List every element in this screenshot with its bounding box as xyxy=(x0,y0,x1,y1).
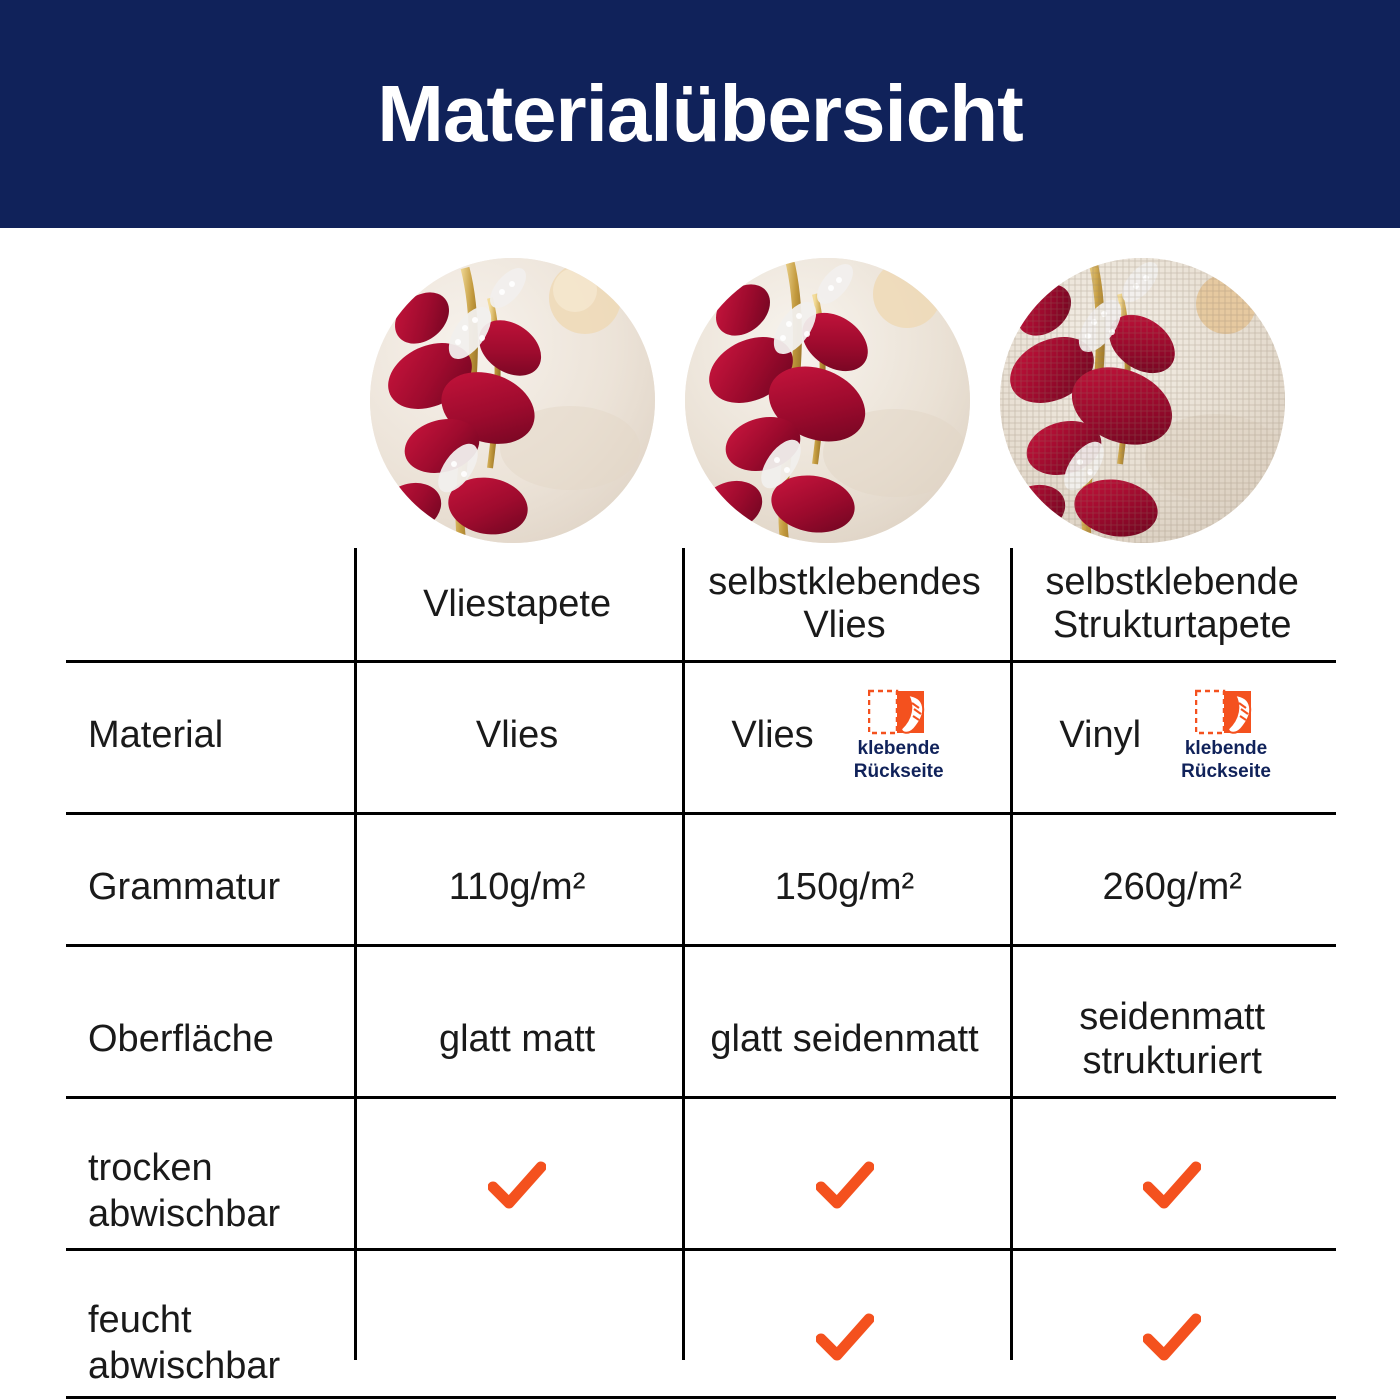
cell-grammatur-selbstklebendes-vlies: 150g/m² xyxy=(774,866,915,909)
table-row-feucht-abwischbar xyxy=(66,1268,1336,1400)
table-row-material xyxy=(66,660,1336,812)
swatch-cell-vliestapete xyxy=(355,258,670,548)
wallpaper-sample-smooth-icon xyxy=(370,258,655,543)
peel-backing-icon xyxy=(868,689,930,737)
checkmark-icon xyxy=(816,1161,874,1213)
header-empty-cell xyxy=(66,548,354,660)
table-header-row xyxy=(66,548,1336,660)
column-header-selbstklebende-strukturtapete: selbstklebende Strukturtapete xyxy=(1045,561,1299,646)
badge-line2: Rückseite xyxy=(853,761,944,782)
cell-material-selbstklebendes-vlies xyxy=(681,660,1009,812)
cell-feucht-selbstklebende-strukturtapete xyxy=(1008,1268,1336,1400)
cell-grammatur-vliestapete: 110g/m² xyxy=(448,866,586,909)
cell-oberflaeche-vliestapete: glatt matt xyxy=(438,1018,596,1061)
cell-trocken-selbstklebende-strukturtapete xyxy=(1008,1116,1336,1268)
page-header xyxy=(0,0,1400,228)
table-row-grammatur xyxy=(66,812,1336,964)
cell-oberflaeche-selbstklebende-strukturtapete: seidenmatt strukturiert xyxy=(1079,996,1266,1082)
adhesive-backing-badge xyxy=(840,689,958,782)
swatch-spacer xyxy=(0,258,355,548)
cell-feucht-selbstklebendes-vlies xyxy=(681,1268,1009,1400)
cell-value: Vinyl xyxy=(1059,714,1142,757)
checkmark-icon xyxy=(488,1161,546,1213)
adhesive-backing-badge xyxy=(1167,689,1285,782)
badge-line1: klebende xyxy=(1184,738,1268,760)
wallpaper-sample-textured-icon xyxy=(1000,258,1285,543)
swatch-cell-selbstklebendes-vlies xyxy=(670,258,985,548)
material-comparison-table xyxy=(66,548,1336,1400)
cell-value: Vlies xyxy=(731,714,814,757)
swatch-row xyxy=(0,258,1400,548)
column-header-vliestapete: Vliestapete xyxy=(423,582,612,625)
cell-grammatur-selbstklebende-strukturtapete: 260g/m² xyxy=(1102,866,1242,909)
cell-material-vliestapete: Vlies xyxy=(475,714,559,757)
badge-line1: klebende xyxy=(857,738,940,760)
swatch-cell-selbstklebende-strukturtapete xyxy=(985,258,1300,548)
row-label-feucht-abwischbar: feucht abwischbar xyxy=(88,1299,281,1387)
table-row-oberflaeche xyxy=(66,964,1336,1116)
row-label-oberflaeche: Oberfläche xyxy=(88,1018,274,1061)
row-label-material: Material xyxy=(88,714,224,757)
column-header-selbstklebendes-vlies: selbstklebendes Vlies xyxy=(708,561,981,646)
cell-trocken-vliestapete xyxy=(354,1116,681,1268)
badge-line2: Rückseite xyxy=(1181,761,1271,782)
page-title: Materialübersicht xyxy=(377,69,1023,158)
checkmark-icon xyxy=(1143,1161,1201,1213)
cell-trocken-selbstklebendes-vlies xyxy=(681,1116,1009,1268)
wallpaper-sample-adhesive-icon xyxy=(685,258,970,543)
checkmark-icon xyxy=(816,1313,874,1365)
peel-backing-icon xyxy=(1195,689,1257,737)
row-label-trocken-abwischbar: trocken abwischbar xyxy=(88,1147,281,1235)
row-label-grammatur: Grammatur xyxy=(88,866,281,909)
cell-material-selbstklebende-strukturtapete xyxy=(1008,660,1336,812)
table-row-trocken-abwischbar xyxy=(66,1116,1336,1268)
cell-feucht-vliestapete xyxy=(354,1268,681,1400)
checkmark-icon xyxy=(1143,1313,1201,1365)
cell-oberflaeche-selbstklebendes-vlies: glatt seidenmatt xyxy=(710,1018,979,1061)
